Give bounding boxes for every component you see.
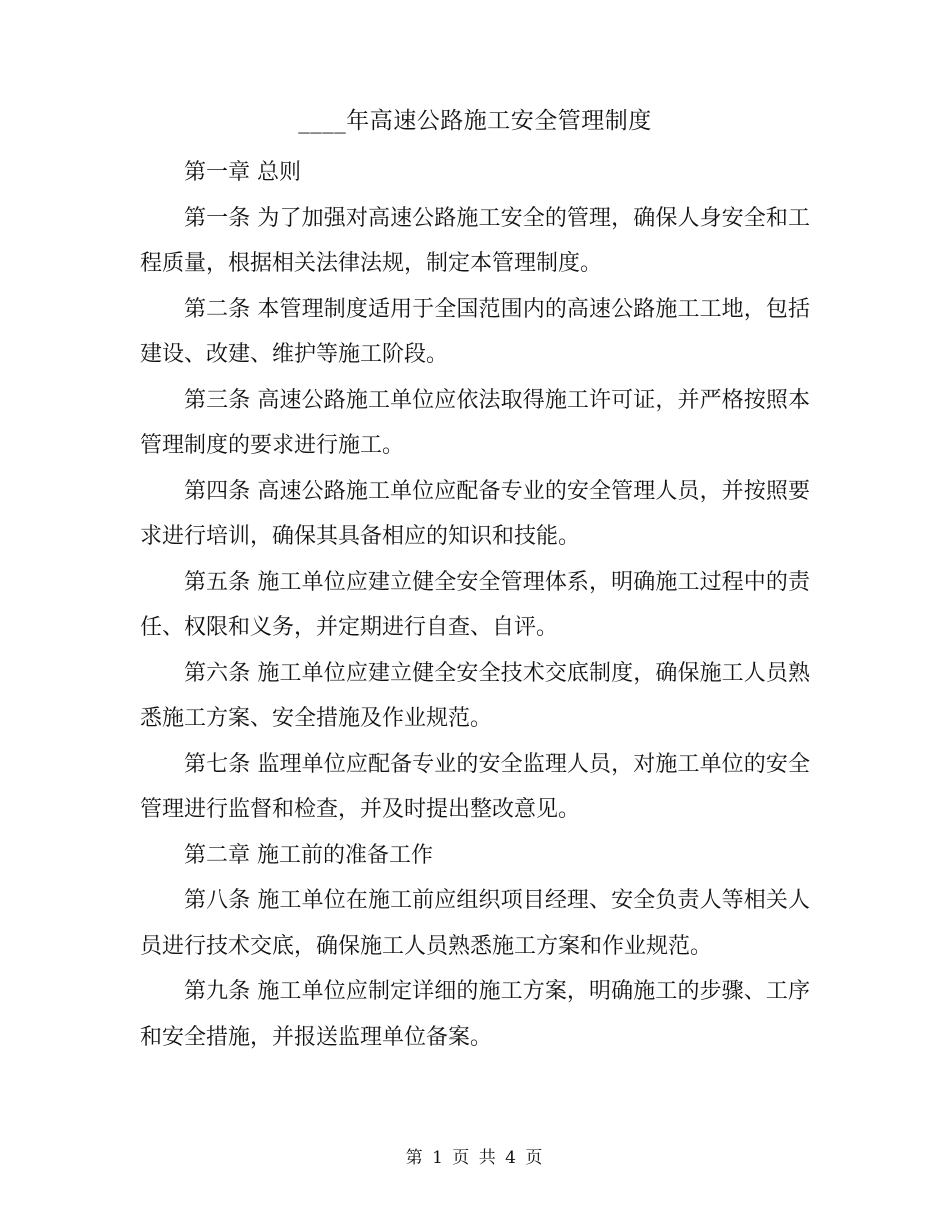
page-number-footer: 第 1 页 共 4 页 (405, 1148, 545, 1168)
article-paragraph: 第二条 本管理制度适用于全国范围内的高速公路施工工地，包括建设、改建、维护等施工阶段。 (140, 296, 810, 367)
document-body (140, 150, 810, 1060)
article-paragraph: 第七条 监理单位应配备专业的安全监理人员，对施工单位的安全管理进行监督和检查，并及时提出整改意见。 (140, 751, 810, 822)
article-paragraph: 第五条 施工单位应建立健全安全管理体系，明确施工过程中的责任、权限和义务，并定期进行自查、自评。 (140, 569, 810, 640)
article-paragraph: 第四条 高速公路施工单位应配备专业的安全管理人员，并按照要求进行培训，确保其具备相应的知识和技能。 (140, 478, 810, 549)
chapter-heading: 第一章 总则 (184, 160, 301, 185)
article-paragraph: 第九条 施工单位应制定详细的施工方案，明确施工的步骤、工序和安全措施，并报送监理单位备案。 (140, 979, 810, 1050)
article-paragraph: 第八条 施工单位在施工前应组织项目经理、安全负责人等相关人员进行技术交底，确保施工人员熟悉施工方案和作业规范。 (140, 888, 810, 959)
article-paragraph: 第一条 为了加强对高速公路施工安全的管理，确保人身安全和工程质量，根据相关法律法规，制定本管理制度。 (140, 205, 810, 276)
chapter-heading: 第二章 施工前的准备工作 (184, 842, 433, 868)
article-paragraph: 第六条 施工单位应建立健全安全技术交底制度，确保施工人员熟悉施工方案、安全措施及作业规范。 (140, 660, 810, 731)
article-paragraph: 第三条 高速公路施工单位应依法取得施工许可证，并严格按照本管理制度的要求进行施工。 (140, 387, 810, 458)
document-title: ____年高速公路施工安全管理制度 (298, 108, 652, 134)
